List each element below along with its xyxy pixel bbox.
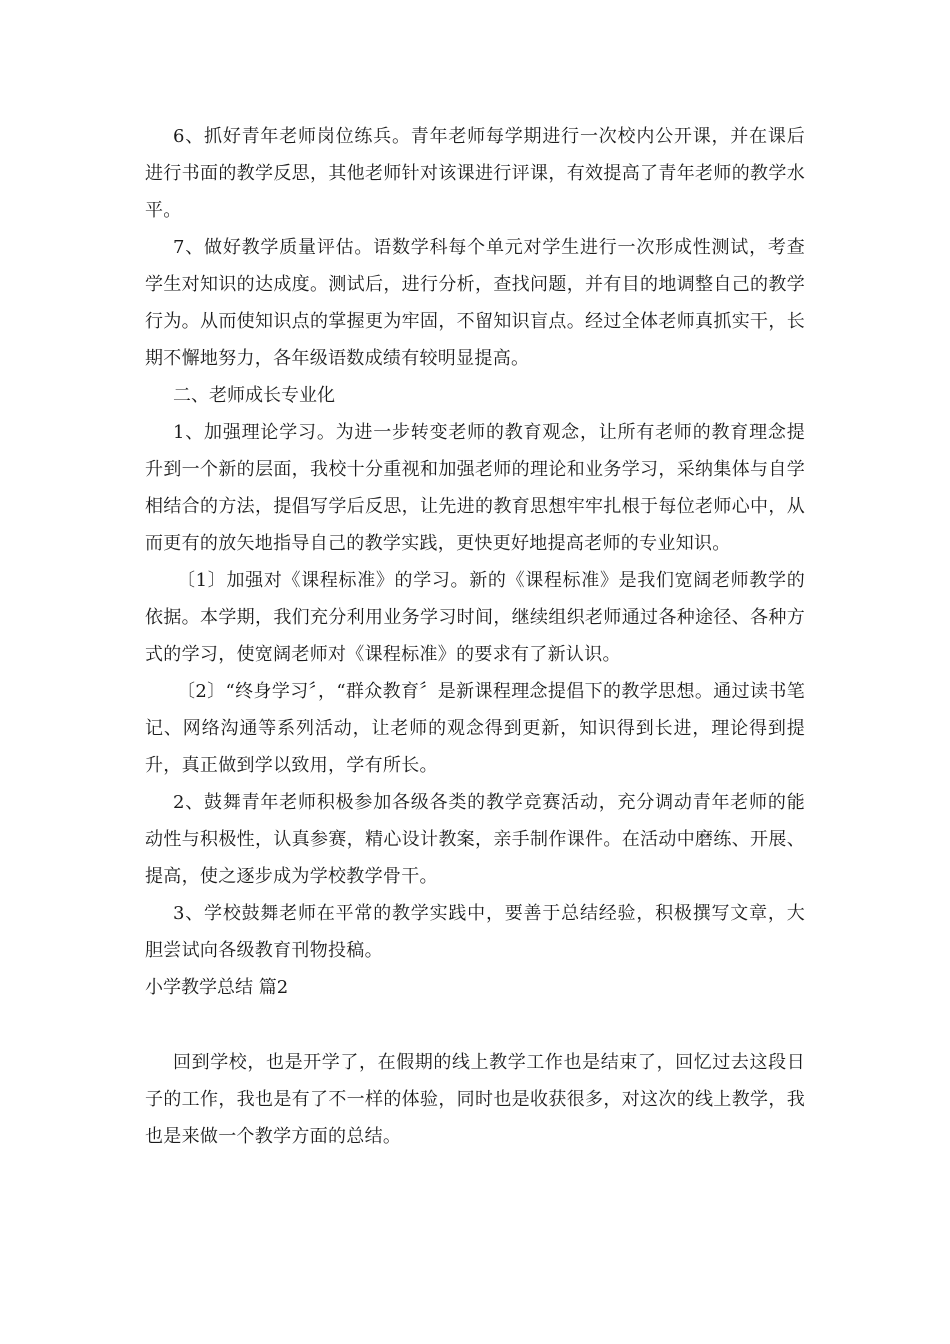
section-heading-teacher-growth: 二、老师成长专业化 (173, 385, 335, 406)
paragraph-young-teacher-competition: 2、鼓舞青年老师积极参加各级各类的教学竞赛活动，充分调动青年老师的能动性与积极性，认真参赛，精心设计教案，亲手制作课件。在活动中磨练、开展、提高，使之逐步成为学校教学骨干。 (145, 792, 805, 887)
paragraph-curriculum-standard: 〔1〕加强对《课程标准》的学习。新的《课程标准》是我们宽阔老师教学的依据。本学期，我们充分利用业务学习时间，继续组织老师通过各种途径、各种方式的学习，使宽阔老师对《课程标准》的要求有了新认识。 (145, 570, 805, 665)
paragraph-item-6: 6、抓好青年老师岗位练兵。青年老师每学期进行一次校内公开课，并在课后进行书面的教学反思，其他老师针对该课进行评课，有效提高了青年老师的教学水平。 (145, 126, 805, 221)
paragraph-writing-encouragement: 3、学校鼓舞老师在平常的教学实践中，要善于总结经验，积极撰写文章，大胆尝试向各级教育刊物投稿。 (145, 903, 805, 961)
paragraph-item-7: 7、做好教学质量评估。语数学科每个单元对学生进行一次形成性测试，考查学生对知识的达成度。测试后，进行分析，查找问题，并有目的地调整自己的教学行为。从而使知识点的掌握更为牢固，不留知识盲点。经过全体老师真抓实干，长期不懈地努力，各年级语数成绩有较明显提高。 (145, 237, 805, 369)
section-gap (145, 1006, 805, 1044)
section-title: 小学教学总结 篇2 (145, 977, 289, 998)
section-intro-paragraph: 回到学校，也是开学了，在假期的线上教学工作也是结束了，回忆过去这段日子的工作，我也是有了不一样的体验，同时也是收获很多，对这次的线上教学，我也是来做一个教学方面的总结。 (145, 1052, 805, 1147)
paragraph-theory-study: 1、加强理论学习。为进一步转变老师的教育观念，让所有老师的教育理念提升到一个新的层面，我校十分重视和加强老师的理论和业务学习，采纳集体与自学相结合的方法，提倡写学后反思，让先进的教育思想牢牢扎根于每位老师心中，从而更有的放矢地指导自己的教学实践，更快更好地提高老师的专业知识。 (145, 422, 805, 554)
document-body (145, 118, 805, 1155)
paragraph-lifelong-learning: 〔2〕“终身学习〞，“群众教育〞是新课程理念提倡下的教学思想。通过读书笔记、网络沟通等系列活动，让老师的观念得到更新，知识得到长进，理论得到提升，真正做到学以致用，学有所长。 (145, 681, 805, 776)
